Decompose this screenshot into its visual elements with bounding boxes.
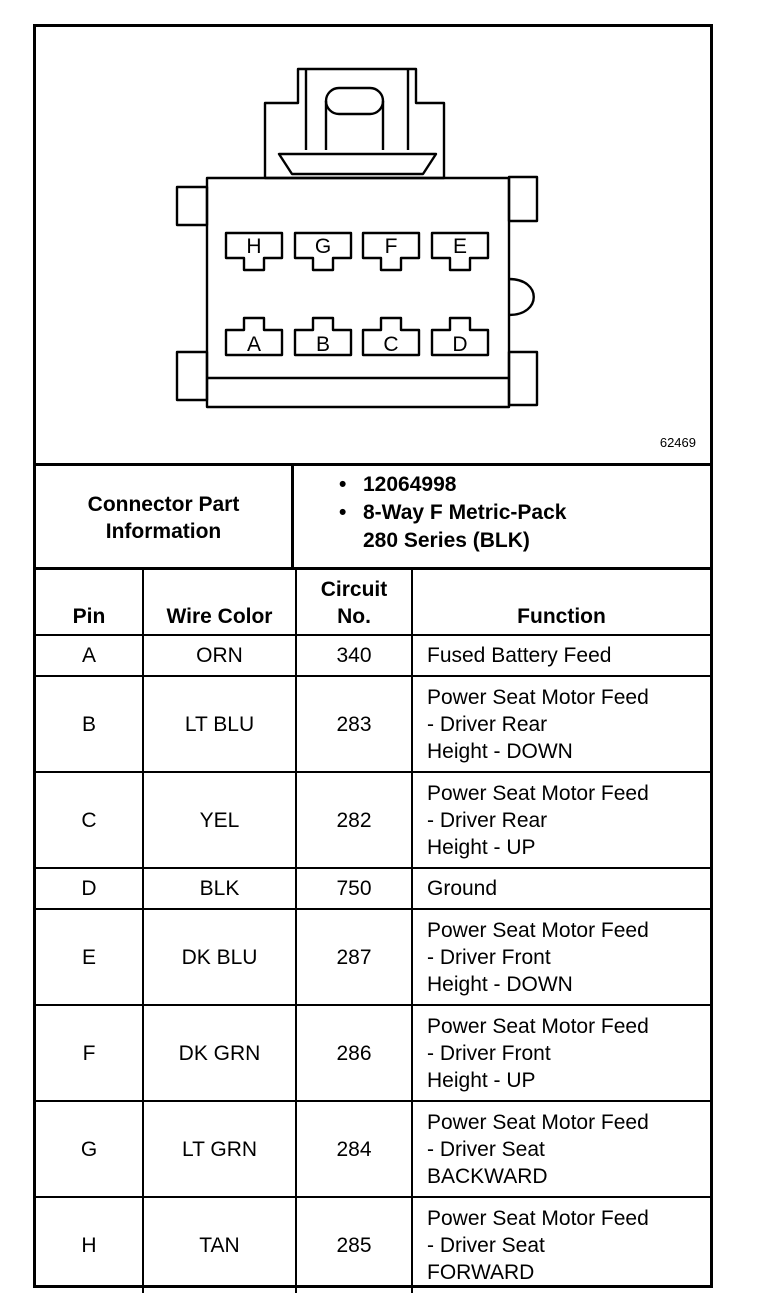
pin-cell: G [36,1101,143,1197]
wire-color-cell: DK BLU [143,909,296,1005]
pin-cell: E [36,909,143,1005]
table-row [36,676,710,772]
table-row [36,868,710,909]
right-upper-tab [509,177,537,221]
pin-cell: B [36,676,143,772]
latch-lever [279,154,436,174]
terminal-cavity [226,233,282,270]
circuit-cell: 284 [296,1101,412,1197]
table-row [36,909,710,1005]
table-row [36,1197,710,1293]
pin-label: E [452,235,468,258]
pinout-table [36,567,710,1293]
pin-label: C [383,333,399,356]
function-cell: Power Seat Motor Feed - Driver Rear Height - DOWN [412,676,710,772]
connector-body [207,178,509,407]
connector-face-drawing [36,27,710,463]
pin-label: F [384,235,398,258]
function-cell: Power Seat Motor Feed - Driver Seat FORWARD [412,1197,710,1293]
latch-hole [326,88,383,114]
function-cell: Ground [412,868,710,909]
header-circuit: Circuit No. [296,569,412,636]
pin-cell: C [36,772,143,868]
pin-cell: H [36,1197,143,1293]
wire-color-cell: YEL [143,772,296,868]
pin-label: D [452,333,468,356]
circuit-cell: 286 [296,1005,412,1101]
table-row [36,1101,710,1197]
left-upper-tab [177,187,207,225]
function-cell: Fused Battery Feed [412,635,710,676]
wire-color-cell: TAN [143,1197,296,1293]
connector-info-list [335,471,566,555]
connector-type: • 8-Way F Metric-Pack 280 Series (BLK) [335,499,566,555]
table-header-row [36,569,710,636]
pin-label: H [246,235,262,258]
part-number: • 12064998 [335,471,566,499]
pin-cell: A [36,635,143,676]
terminal-cavity [363,318,419,356]
connector-info-label: Connector Part Information [36,466,294,570]
pin-cell: D [36,868,143,909]
table-row [36,772,710,868]
wire-color-cell: LT GRN [143,1101,296,1197]
function-cell: Power Seat Motor Feed - Driver Seat BACKWARD [412,1101,710,1197]
terminal-cavity [432,318,488,356]
circuit-cell: 340 [296,635,412,676]
pin-cell: F [36,1005,143,1101]
circuit-cell: 283 [296,676,412,772]
connector-diagram [36,27,710,463]
header-wire-color: Wire Color [143,569,296,636]
wire-color-cell: ORN [143,635,296,676]
left-lower-tab [177,352,207,400]
right-bump [509,279,534,315]
circuit-cell: 750 [296,868,412,909]
function-cell: Power Seat Motor Feed - Driver Front Height - UP [412,1005,710,1101]
circuit-cell: 287 [296,909,412,1005]
circuit-cell: 282 [296,772,412,868]
latch-housing [265,69,444,178]
header-function: Function [412,569,710,636]
connector-sheet [33,24,713,1288]
function-cell: Power Seat Motor Feed - Driver Rear Height - UP [412,772,710,868]
terminal-cavity [432,233,488,270]
terminal-cavity [363,233,419,270]
function-cell: Power Seat Motor Feed - Driver Front Height - DOWN [412,909,710,1005]
circuit-cell: 285 [296,1197,412,1293]
figure-number: 62469 [659,435,696,450]
table-row [36,1005,710,1101]
wire-color-cell: LT BLU [143,676,296,772]
connector-part-info [36,463,710,570]
pin-label: A [246,333,262,356]
table-row [36,635,710,676]
pin-label: B [315,333,331,356]
terminal-cavity [295,318,351,356]
wire-color-cell: BLK [143,868,296,909]
wire-color-cell: DK GRN [143,1005,296,1101]
header-pin: Pin [36,569,143,636]
terminal-cavity [226,318,282,356]
pin-label: G [314,235,332,258]
right-lower-tab [509,352,537,405]
terminal-cavity [295,233,351,270]
